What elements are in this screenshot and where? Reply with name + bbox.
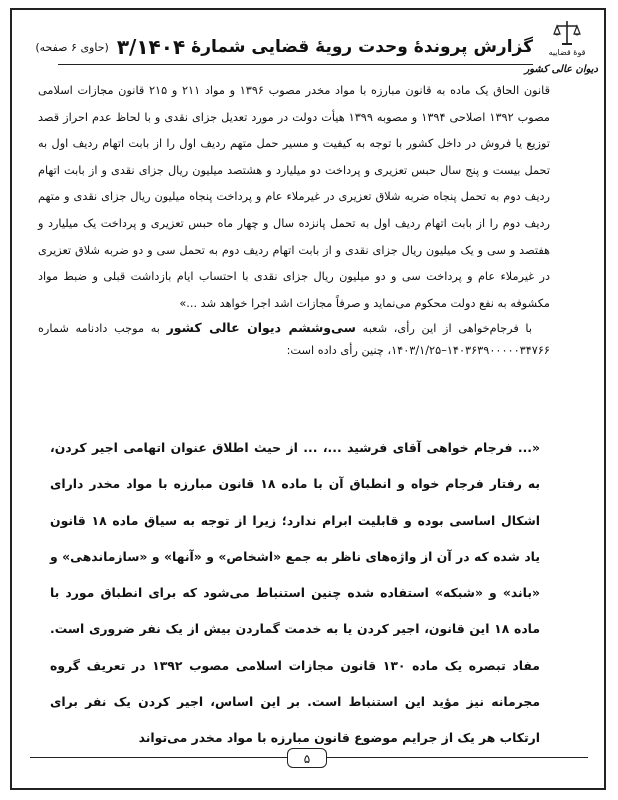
scales-emblem-icon	[552, 18, 582, 48]
verdict-quote-paragraph: قانون الحاق یک ماده به قانون مبارزه با مواد مخدر مصوب ۱۳۹۶ و مواد ۲۱۱ و ۲۱۵ قانون مجازات اسلامی مصوب ۱۳۹۲ اصلاحی ۱۳۹۴ و مصوبه ۱۳۹۹ هیأت دولت در مورد تعدیل جزای نقدی و با لحاظ عدم احراز قصد توزیع یا فروش در داخل کشور با توجه به کیفیت و مسیر حمل متهم ردیف اول را از بابت اتهام ردیف اول به تحمل بیست و پنج سال حبس تعزیری و پرداخت دو میلیارد و هشتصد میلیون ریال جزای نقدی و از بابت اتهام ردیف دوم به تحمل پنجاه ضربه شلاق تعزیری در غیرملاء عام و پرداخت پنجاه میلیون ریال جزای نقدی و متهم ردیف دوم را از بابت اتهام ردیف اول به تحمل پانزده سال و چهار ماه حبس تعزیری و پرداخت یک میلیارد و هفتصد و سی و یک میلیون ریال جزای نقدی و از بابت اتهام ردیف دوم به تحمل سی و دو ضربه شلاق تعزیری در غیرملاء عام و پرداخت سی و دو میلیون ریال جزای نقدی با احتساب ایام بازداشت قبلی و ضبط مواد مکشوفه به نفع دولت محکوم می‌نماید و صرفاً مجازات اشد اجرا خواهد شد ...»	[38, 84, 550, 310]
header-divider	[58, 64, 533, 65]
document-header	[35, 32, 533, 62]
document-body	[38, 78, 550, 362]
appeal-note	[38, 317, 550, 362]
appeal-note-before: با فرجام‌خواهی از این رأی، شعبه	[355, 322, 532, 336]
header-title: گزارش پروندهٔ وحدت رویهٔ قضایی شمارهٔ	[191, 37, 533, 57]
branch-name: سی‌وششم دیوان عالی کشور	[166, 320, 356, 336]
page-number: ۵	[287, 748, 327, 768]
logo-subtitle: قوهٔ قضاییه	[548, 48, 586, 57]
appeal-note-after: به موجب دادنامه شماره ۱۴۰۳۶۳۹۰۰۰۰۰۳۴۷۶۶–۱۴۰۳/۱/۲۵، چنین رأی داده است:	[38, 322, 550, 358]
page-count-note: (حاوی ۶ صفحه)	[35, 40, 109, 54]
case-number: ۳/۱۴۰۴	[116, 35, 186, 59]
logo-name: دیوان عالی کشور	[524, 64, 598, 75]
supreme-court-ruling-quote: «... فرجام خواهی آقای فرشید ...، ... از حیث اطلاق عنوان اتهامی اجیر کردن، به رفتار فرجام خواه و انطباق آن با ماده ۱۸ قانون مبارزه با مواد مخدر دارای اشکال اساسی بوده و قابلیت ابرام ندارد؛ زیرا از توجه به سیاق ماده ۱۸ قانون یاد شده که در آن از واژه‌های ناظر به جمع «اشخاص» و «آنها» و «سازماندهی» و «باند» و «شبکه» استفاده شده چنین استنباط می‌شود که برای انطباق مورد با ماده ۱۸ این قانون، اجیر کردن یا به خدمت گماردن بیش از یک نفر ضروری است. مفاد تبصره یک ماده ۱۳۰ قانون مجازات اسلامی مصوب ۱۳۹۲ در تعریف گروه مجرمانه نیز مؤید این استنباط است. بر این اساس، اجیر کردن یک نفر برای ارتکاب هر یک از جرایم موضوع قانون مبارزه با مواد مخدر می‌تواند	[50, 440, 541, 746]
